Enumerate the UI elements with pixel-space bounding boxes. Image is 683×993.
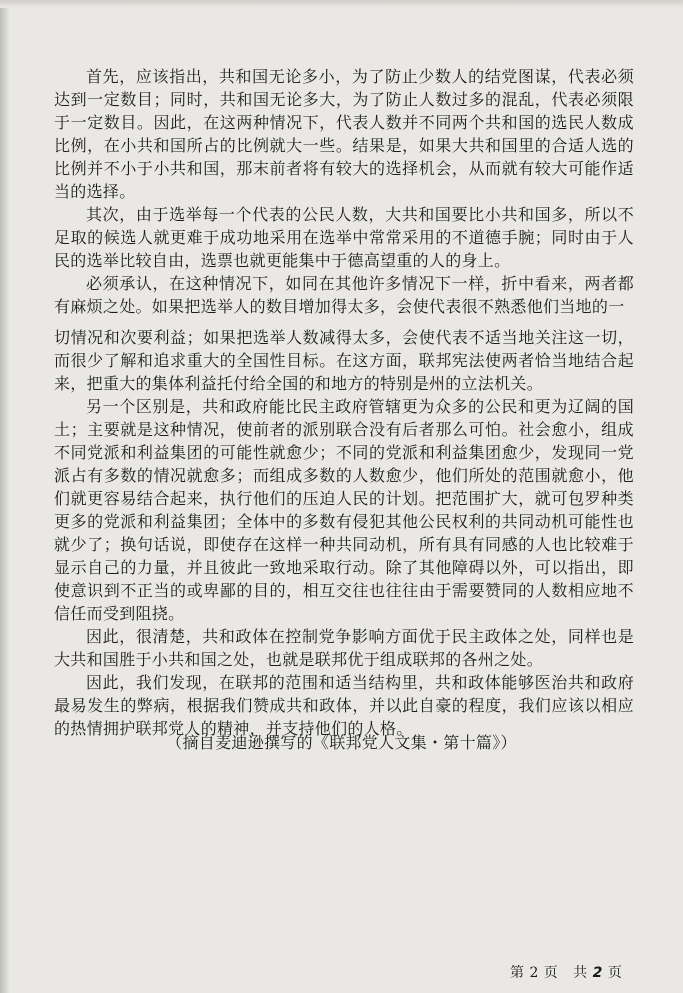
scan-left-edge <box>0 0 10 993</box>
total-pages-suffix: 页 <box>607 965 623 981</box>
scan-top-edge <box>0 0 683 8</box>
text-block-lower <box>54 326 634 740</box>
total-pages-value: 2 <box>592 965 603 981</box>
source-citation: （摘自麦迪逊撰写的《联邦党人文集・第十篇》） <box>166 733 517 752</box>
total-pages-prefix: 共 <box>573 965 588 981</box>
paragraph-2: 其次，由于选举每一个代表的公民人数，大共和国要比小共和国多，所以不足取的候选人就更难于成功地采用在选举中常常采用的不道德手腕；同时由于人民的选举比较自由，选票也就更能集中于德高望重的人的身上。 <box>54 205 634 270</box>
paragraph-3: 必须承认，在这种情况下，如同在其他许多情况下一样，折中看来，两者都有麻烦之处。如果把选举人的数目增加得太多，会使代表很不熟悉他们当地的一 <box>54 274 634 316</box>
page-footer <box>510 962 622 982</box>
page-number: 第 2 页 <box>510 965 559 981</box>
paragraph-3-continued: 切情况和次要利益；如果把选举人数减得太多，会使代表不适当地关注这一切，而很少了解和追求重大的全国性目标。在这方面，联邦宪法使两者恰当地结合起来，把重大的集体利益托付给全国的和地方的特别是州的立法机关。 <box>54 328 634 393</box>
paragraph-4: 另一个区别是，共和政府能比民主政府管辖更为众多的公民和更为辽阔的国土；主要就是这种情况，使前者的派别联合没有后者那么可怕。社会愈小，组成不同党派和利益集团的可能性就愈少；不同的党派和利益集团愈少，发现同一党派占有多数的情况就愈多；而组成多数的人数愈少，他们所处的范围就愈小，他们就更容易结合起来，执行他们的压迫人民的计划。把范围扩大，就可包罗种类更多的党派和利益集团；全体中的多数有侵犯其他公民权利的共同动机可能性也就少了；换句话说，即使存在这样一种共同动机，所有具有同感的人也比较难于显示自己的力量，并且彼此一致地采取行动。除了其他障碍以外，可以指出，即使意识到不正当的或卑鄙的目的，相互交往也往往由于需要赞同的人数相应地不信任而受到阻挠。 <box>54 397 634 623</box>
paragraph-1: 首先，应该指出，共和国无论多小，为了防止少数人的结党图谋，代表必须达到一定数目；同时，共和国无论多大，为了防止人数过多的混乱，代表必须限于一定数目。因此，在这两种情况下，代表人数并不同两个共和国的选民人数成比例，在小共和国所占的比例就大一些。结果是，如果大共和国里的合适人选的比例并不小于小共和国，那末前者将有较大的选择机会，从而就有较大可能作适当的选择。 <box>54 67 634 201</box>
paragraph-6: 因此，我们发现，在联邦的范围和适当结构里，共和政体能够医治共和政府最易发生的弊病，根据我们赞成共和政体，并以此自豪的程度，我们应该以相应的热情拥护联邦党人的精神，并支持他们的人格。 <box>54 673 634 738</box>
text-block-upper <box>54 65 634 318</box>
paragraph-5: 因此，很清楚，共和政体在控制党争影响方面优于民主政体之处，同样也是大共和国胜于小共和国之处，也就是联邦优于组成联邦的各州之处。 <box>54 627 634 669</box>
